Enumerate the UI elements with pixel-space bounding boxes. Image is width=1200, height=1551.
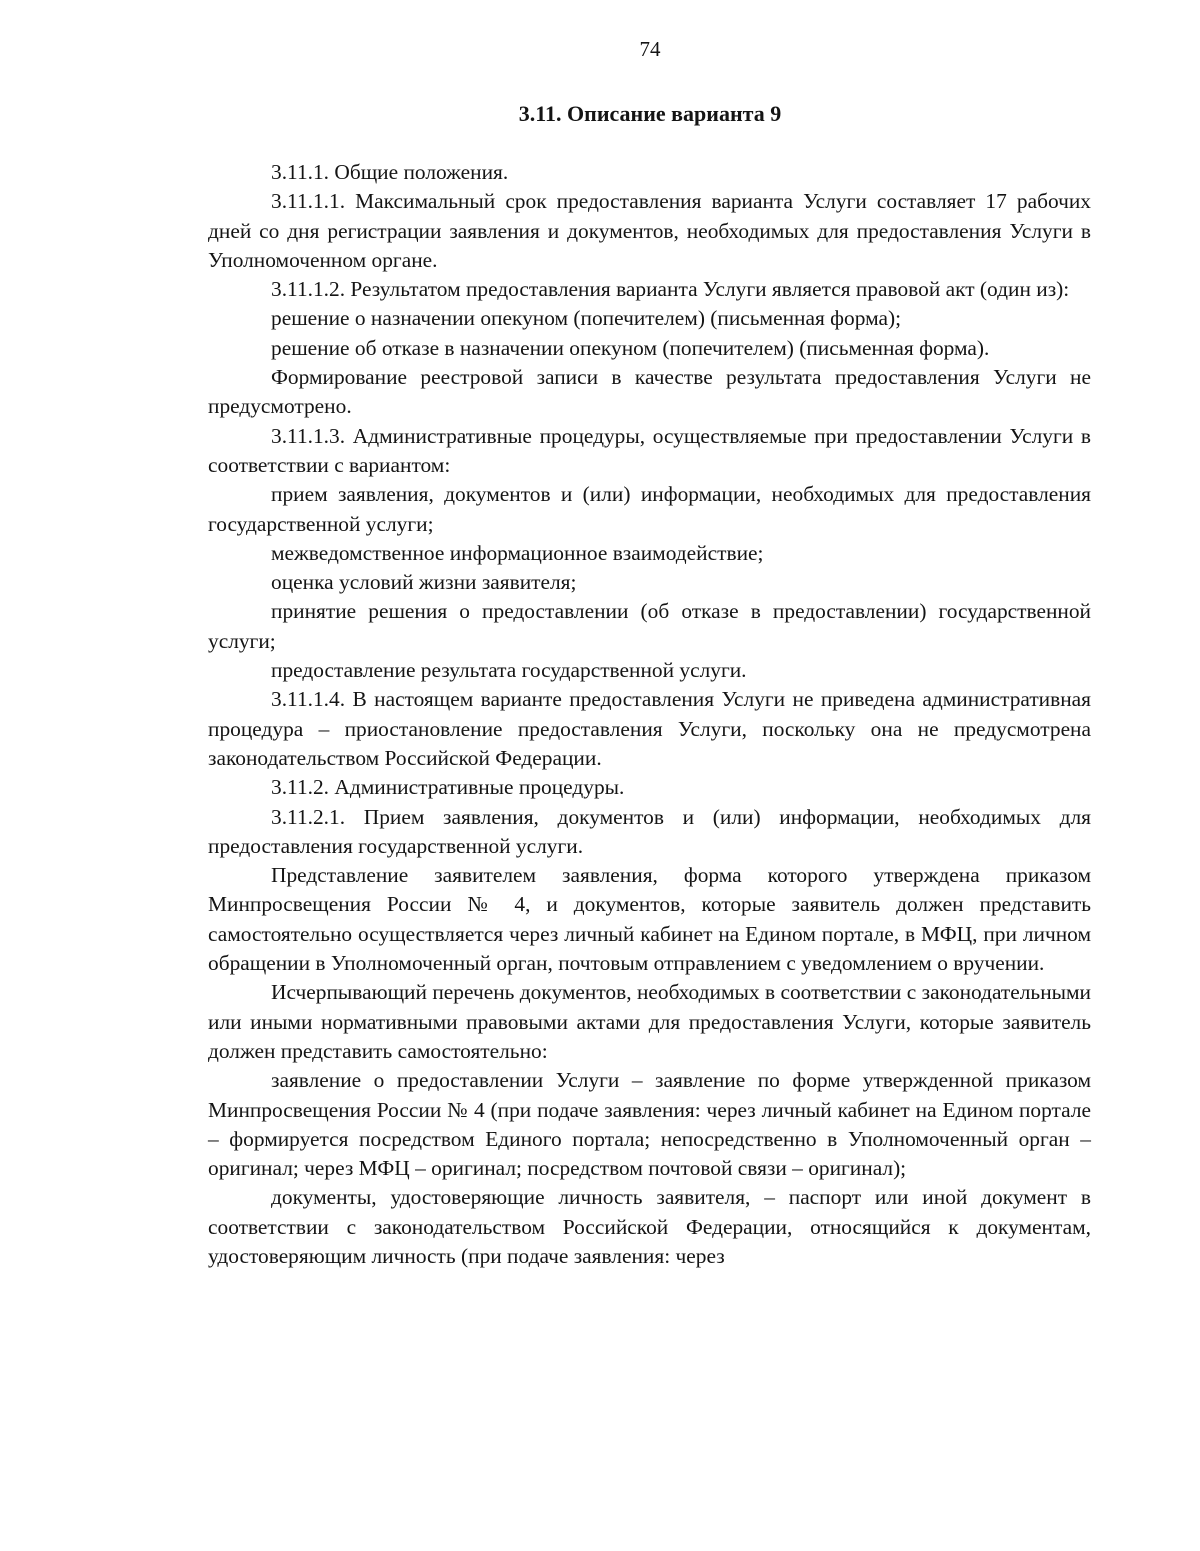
paragraph: 3.11.1.1. Максимальный срок предоставления варианта Услуги составляет 17 рабочих дней со дня регистрации заявления и документов, необходимых для предоставления Услуги в Уполномоченном органе.: [208, 189, 1091, 272]
paragraph: решение об отказе в назначении опекуном (попечителем) (письменная форма).: [271, 335, 990, 360]
paragraph: принятие решения о предоставлении (об отказе в предоставлении) государственной услуги;: [208, 599, 1091, 653]
paragraph: Представление заявителем заявления, форма которого утверждена приказом Минпросвещения России № 4, и документов, которые заявитель должен представить самостоятельно осуществляется через личный кабинет на Едином портале, в МФЦ, при личном обращении в Уполномоченный орган, почтовым отправлением с уведомлением о вручении.: [208, 863, 1091, 976]
paragraph: 3.11.1.4. В настоящем варианте предоставления Услуги не приведена административная процедура – приостановление предоставления Услуги, поскольку она не предусмотрена законодательством Российской Федерации.: [208, 687, 1091, 770]
paragraph: межведомственное информационное взаимодействие;: [271, 540, 764, 565]
page-number: 74: [639, 37, 661, 61]
paragraph: решение о назначении опекуном (попечителем) (письменная форма);: [271, 306, 902, 331]
paragraph: оценка условий жизни заявителя;: [271, 570, 577, 595]
paragraph: 3.11.2.1. Прием заявления, документов и (или) информации, необходимых для предоставления государственной услуги.: [208, 804, 1091, 858]
paragraph: Формирование реестровой записи в качестве результата предоставления Услуги не предусмотрено.: [208, 365, 1091, 419]
section-title: 3.11. Описание варианта 9: [518, 101, 782, 126]
paragraph: Исчерпывающий перечень документов, необходимых в соответствии с законодательными или иными нормативными правовыми актами для предоставления Услуги, которые заявитель должен представить самостоятельно:: [208, 980, 1091, 1063]
paragraph: прием заявления, документов и (или) информации, необходимых для предоставления государственной услуги;: [208, 482, 1091, 536]
paragraph: 3.11.1.3. Административные процедуры, осуществляемые при предоставлении Услуги в соответствии с вариантом:: [208, 423, 1091, 477]
paragraph: 3.11.1. Общие положения.: [271, 160, 509, 184]
paragraph: 3.11.2. Административные процедуры.: [271, 775, 625, 800]
body-text: [208, 158, 1091, 1271]
paragraph: предоставление результата государственной услуги.: [271, 658, 747, 683]
paragraph: 3.11.1.2. Результатом предоставления варианта Услуги является правовой акт (один из):: [271, 277, 1070, 302]
paragraph: заявление о предоставлении Услуги – заявление по форме утвержденной приказом Минпросвещения России № 4 (при подаче заявления: через личный кабинет на Едином портале – формируется посредством Единого портала; непосредственно в Уполномоченный орган – оригинал; через МФЦ – оригинал; посредством почтовой связи – оригинал);: [208, 1068, 1091, 1181]
paragraph: документы, удостоверяющие личность заявителя, – паспорт или иной документ в соответствии с законодательством Российской Федерации, относящийся к документам, удостоверяющим личность (при подаче заявления: через: [208, 1185, 1091, 1268]
